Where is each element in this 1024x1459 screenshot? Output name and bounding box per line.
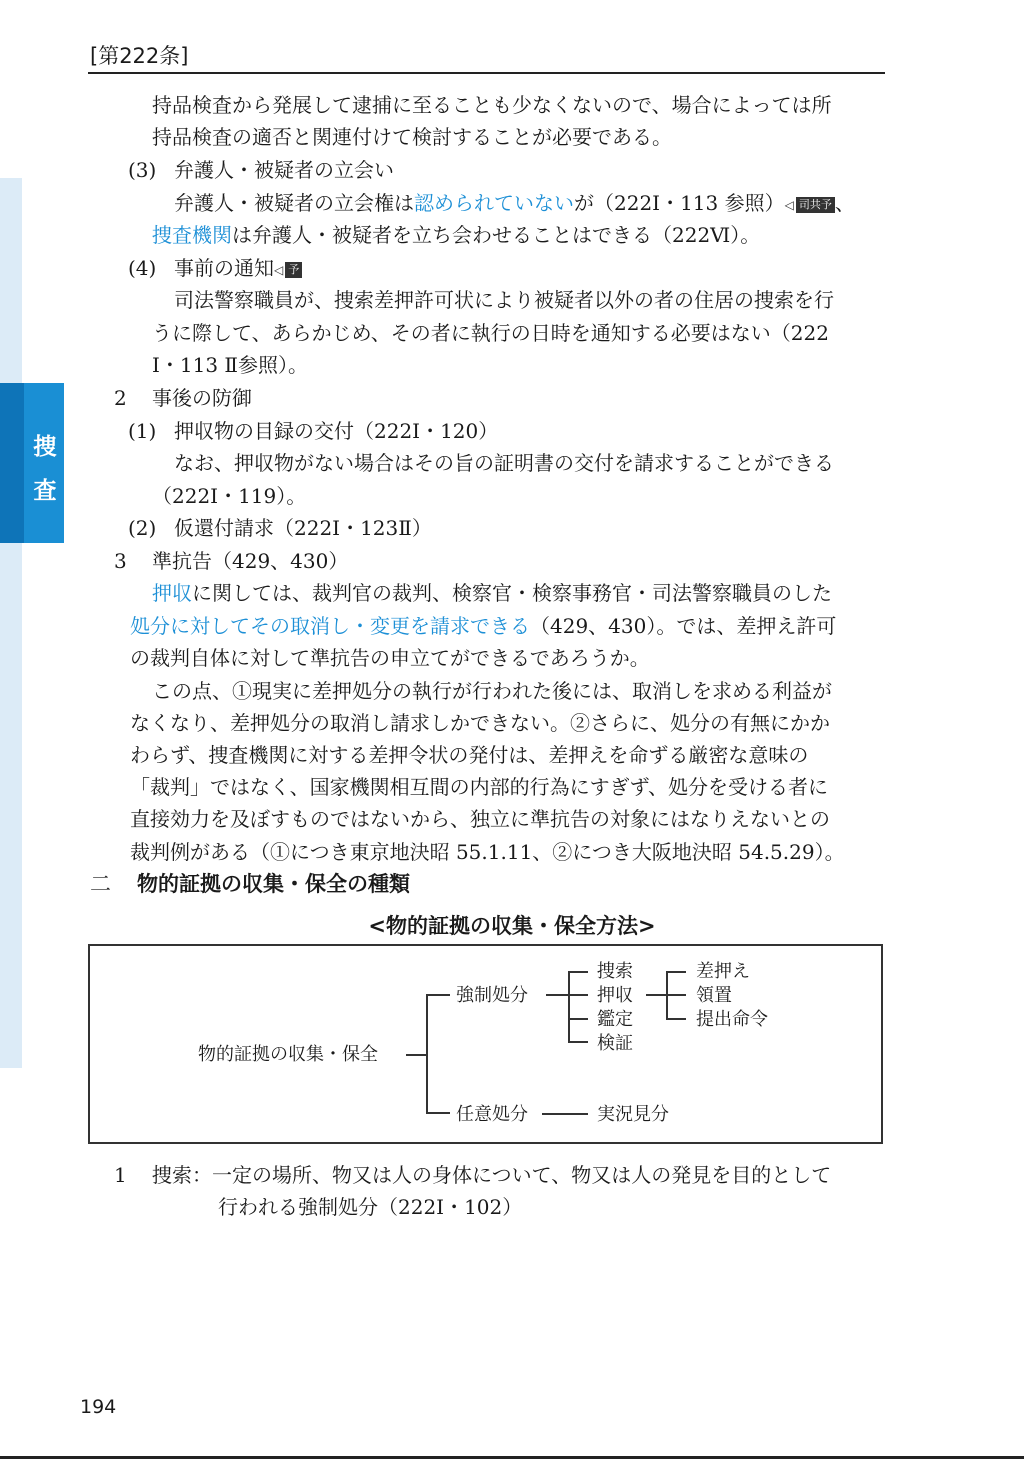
section-heading: 二 物的証拠の収集・保全の種類	[90, 872, 410, 896]
diagram-node-seize: 差押え	[696, 961, 750, 982]
chapter-tab-bar	[0, 383, 24, 543]
connector	[406, 1054, 428, 1056]
article-header: [第222条]	[90, 44, 189, 68]
text-line: 持品検査から発展して逮捕に至ることも少なくないので、場合によっては所	[152, 93, 832, 117]
chapter-tab-char-1: 捜	[33, 434, 57, 460]
text-line: 処分に対してその取消し・変更を請求できる（429、430）。では、差押え許可	[130, 614, 837, 638]
text-line: 捜索：一定の場所、物又は人の身体について、物又は人の発見を目的として	[152, 1163, 832, 1187]
text-line: 捜査機関は弁護人・被疑者を立ち会わせることはできる（222Ⅵ）。	[152, 223, 761, 247]
diagram-node-voluntary: 任意処分	[456, 1104, 528, 1125]
connector	[568, 994, 588, 996]
text-line: うに際して、あらかじめ、その者に執行の日時を通知する必要はない（222	[152, 321, 829, 345]
text-line: わらず、捜査機関に対する差押令状の発付は、差押えを命ずる厳密な意味の	[130, 743, 809, 767]
connector	[568, 971, 570, 1043]
text-line: の裁判自体に対して準抗告の申立てができるであろうか。	[130, 646, 650, 670]
diagram-box	[88, 944, 883, 1144]
text-line: なお、押収物がない場合はその旨の証明書の交付を請求することができる	[174, 451, 834, 475]
highlight-text: 押収	[152, 581, 192, 605]
item-number: (4)	[128, 256, 157, 280]
connector	[568, 971, 588, 973]
diagram-node-compulsory: 強制処分	[456, 985, 528, 1006]
item-heading: 仮還付請求（222Ⅰ・123Ⅱ）	[174, 516, 432, 540]
text-line: 押収に関しては、裁判官の裁判、検察官・検察事務官・司法警察職員のした	[152, 581, 832, 605]
item-number: (2)	[128, 516, 157, 540]
connector	[546, 994, 570, 996]
item-heading: 押収物の目録の交付（222Ⅰ・120）	[174, 419, 499, 443]
item-number: 1	[114, 1163, 127, 1187]
connector	[426, 1112, 450, 1114]
text-line: なくなり、差押処分の取消し請求しかできない。②さらに、処分の有無にかか	[130, 711, 830, 735]
exam-badge: 予	[285, 262, 302, 278]
diagram-node-appraisal: 鑑定	[597, 1009, 633, 1030]
item-heading: 準抗告（429、430）	[152, 549, 349, 573]
text-line: 直接効力を及ぼすものではないから、独立に準抗告の対象にはなりえないとの	[130, 807, 830, 831]
item-heading: 事前の通知◁ 予	[174, 253, 302, 285]
text-line: 裁判例がある（①につき東京地決昭 55.1.11、②につき大阪地決昭 54.5.29）。	[130, 840, 845, 864]
item-number: 3	[114, 549, 127, 573]
highlight-text: 処分に対してその取消し・変更を請求できる	[130, 614, 530, 638]
item-number: 2	[114, 386, 127, 410]
connector	[666, 971, 686, 973]
connector	[542, 1113, 588, 1115]
item-number: (3)	[128, 158, 157, 182]
diagram-node-root: 物的証拠の収集・保全	[198, 1044, 378, 1065]
diagram-node-order: 提出命令	[696, 1009, 768, 1030]
item-number: (1)	[128, 419, 157, 443]
highlight-text: 捜査機関	[152, 223, 232, 247]
diagram-node-real: 実況見分	[597, 1104, 669, 1125]
connector	[426, 994, 450, 996]
diagram-node-search: 捜索	[597, 961, 633, 982]
highlight-text: 認められていない	[414, 191, 574, 215]
diagram-title: <物的証拠の収集・保全方法>	[368, 914, 656, 938]
text-line: 司法警察職員が、捜索差押許可状により被疑者以外の者の住居の捜索を行	[174, 288, 834, 312]
badge-arrow-icon: ◁	[274, 262, 284, 277]
connector	[426, 994, 428, 1114]
item-heading: 弁護人・被疑者の立会い	[174, 158, 394, 182]
connector	[646, 994, 668, 996]
page-number: 194	[80, 1396, 117, 1418]
text-line: 「裁判」ではなく、国家機関相互間の内部的行為にすぎず、処分を受ける者に	[130, 775, 828, 799]
connector	[568, 1041, 588, 1043]
text-line: 弁護人・被疑者の立会権は認められていないが（222Ⅰ・113 参照）◁ 司共予 、	[174, 188, 855, 220]
badge-arrow-icon: ◁	[784, 197, 794, 212]
diagram-node-inspection: 検証	[597, 1033, 633, 1054]
item-heading: 事後の防御	[152, 386, 252, 410]
text-line: この点、①現実に差押処分の執行が行われた後には、取消しを求める利益が	[152, 679, 832, 703]
diagram-node-retain: 領置	[696, 985, 732, 1006]
text-line: 行われる強制処分（222Ⅰ・102）	[218, 1195, 523, 1219]
text-line: 持品検査の適否と関連付けて検討することが必要である。	[152, 125, 672, 149]
text-line: （222Ⅰ・119）。	[152, 484, 307, 508]
header-rule	[88, 72, 885, 74]
connector	[666, 1018, 686, 1020]
diagram-node-seizure: 押収	[597, 985, 633, 1006]
text-line: Ⅰ・113 Ⅱ参照）。	[152, 353, 309, 377]
connector	[666, 994, 686, 996]
chapter-tab-char-2: 査	[33, 478, 57, 504]
connector	[568, 1018, 588, 1020]
exam-badge: 司共予	[796, 197, 835, 213]
